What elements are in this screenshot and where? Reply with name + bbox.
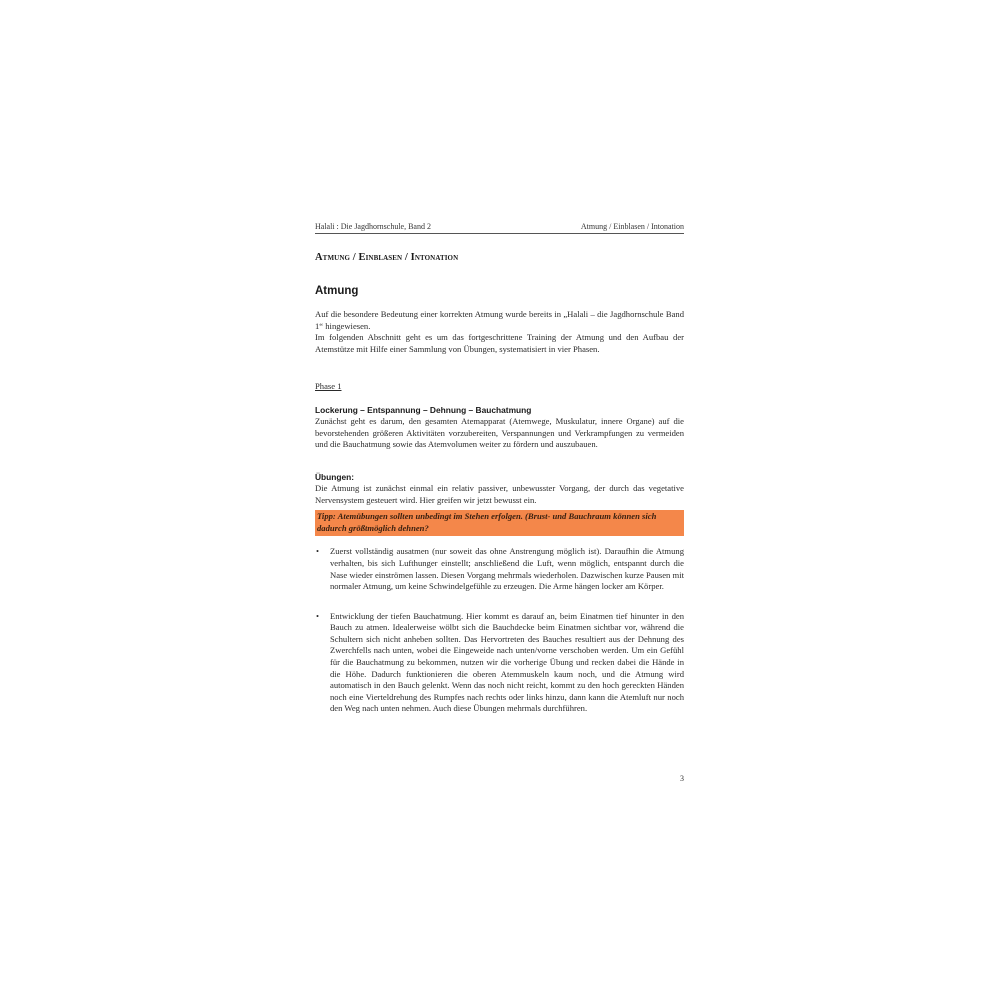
exercises-heading: Übungen: xyxy=(315,471,355,482)
list-item xyxy=(315,611,684,715)
section-title: Atmung xyxy=(315,284,359,297)
page-number: 3 xyxy=(680,774,684,783)
exercises-paragraph: Die Atmung ist zunächst einmal ein relativ passiver, unbewusster Vorgang, der durch das vegetative Nervensystem gesteuert wird. Hier greifen wir jetzt bewusst ein. xyxy=(315,482,684,505)
header-book-title: Halali : Die Jagdhornschule, Band 2 xyxy=(315,222,431,231)
intro-block xyxy=(315,309,684,355)
document-page xyxy=(315,222,684,733)
tip-box xyxy=(315,510,684,536)
bullet-icon: • xyxy=(316,610,320,621)
phase-label: Phase 1 xyxy=(315,380,342,391)
intro-paragraph-1: Auf die besondere Bedeutung einer korrekten Atmung wurde bereits in „Halali – die Jagdhornschule Band 1“ hingewiesen. xyxy=(315,309,684,331)
chapter-title: Atmung / Einblasen / Intonation xyxy=(315,252,459,263)
bullet-icon: • xyxy=(316,546,320,557)
list-item-text: Zuerst vollständig ausatmen (nur soweit das ohne Anstrengung möglich ist). Daraufhin die Atmung verhalten, bis sich Lufthunger einstellt; anschließend die Luft, wenn möglich, entspannt durch die Nase wieder einströmen lassen. Diesen Vorgang mehrmals wiederholen. Dazwischen kurze Pausen mit normaler Atmung, um keine Schwindelgefühle zu erzeugen. Die Arme hängen locker am Körper. xyxy=(330,546,684,592)
running-header xyxy=(315,222,684,234)
list-item xyxy=(315,546,684,592)
exercise-list xyxy=(315,546,684,715)
phase-paragraph: Zunächst geht es darum, den gesamten Atemapparat (Atemwege, Muskulatur, innere Organe) auf die bevorstehenden größeren Aktivitäten vorzubereiten, Verspannungen und Verkrampfungen zu vermeiden und die Bauchatmung sowie das Atemvolumen weiter zu fördern und auszubauen. xyxy=(315,416,684,450)
header-chapter-title: Atmung / Einblasen / Intonation xyxy=(580,222,684,231)
tip-text: Tipp: Atemübungen sollten unbedingt im Stehen erfolgen. (Brust- und Bauchraum können sich dadurch größtmöglich dehnen? xyxy=(317,511,657,533)
phase-heading: Lockerung – Entspannung – Dehnung – Bauchatmung xyxy=(315,405,532,416)
list-item-text: Entwicklung der tiefen Bauchatmung. Hier kommt es darauf an, beim Einatmen tief hinunter in den Bauch zu atmen. Idealerweise wölbt sich die Bauchdecke beim Einatmen sichtbar vor, während die Schultern sich nicht anheben sollten. Das Hervortreten des Bauches resultiert aus der Dehnung des Zwerchfells nach unten, wobei die Eingeweide nach unten/vorne verschoben werden. Um ein Gefühl für die Bauchatmung zu bekommen, nutzen wir die vorherige Übung und recken dabei die Hände in die Höhe. Dadurch funktionieren die oberen Atemmuskeln kaum noch, und die Atmung wird automatisch in den Bauch gelenkt. Wenn das noch nicht reicht, kommt zu den hoch gereckten Händen noch eine Vierteldrehung des Rumpfes nach rechts oder links hinzu, dann kann die Atemluft nur noch den Weg nach unten nehmen. Auch diese Übungen mehrmals durchführen. xyxy=(330,610,684,714)
intro-paragraph-2: Im folgenden Abschnitt geht es um das fortgeschrittene Training der Atmung und den Aufbau der Atemstütze mit Hilfe einer Sammlung von Übungen, systematisiert in vier Phasen. xyxy=(315,332,684,354)
